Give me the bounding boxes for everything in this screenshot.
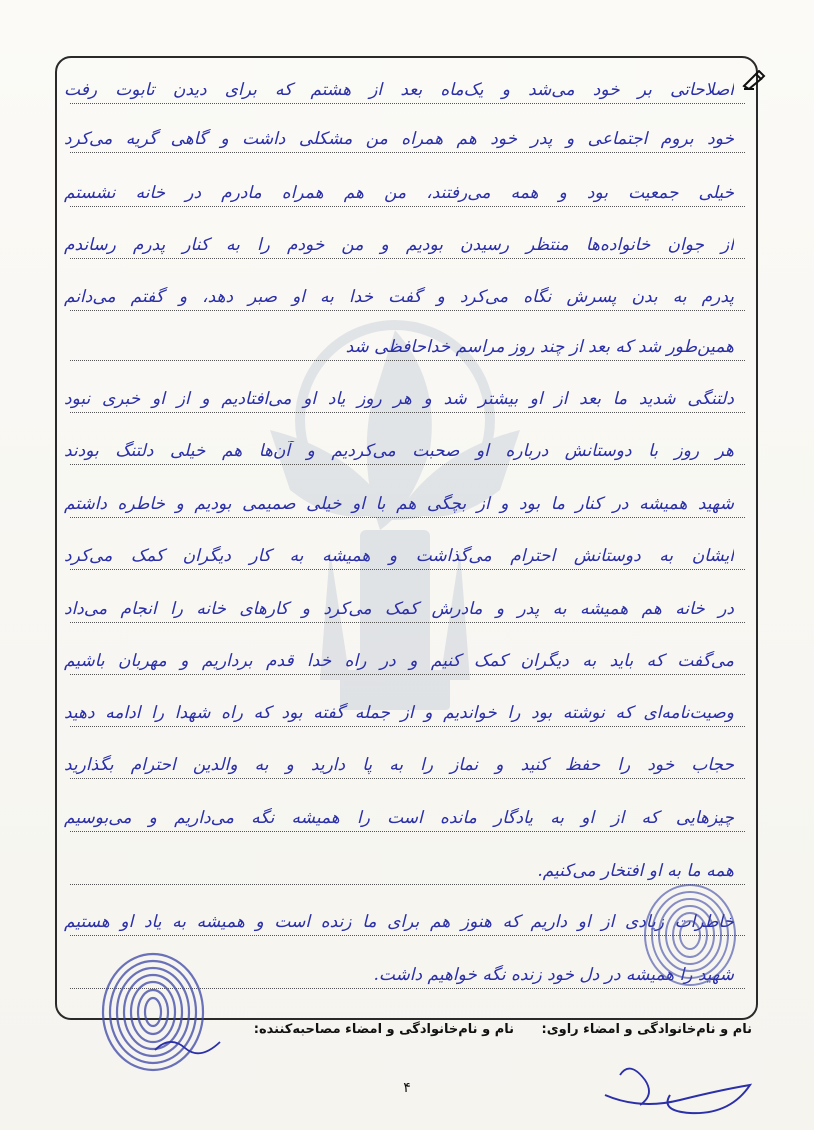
ruled-line	[70, 152, 745, 153]
fingerprint-icon	[640, 880, 740, 990]
handwritten-line: خیلی جمعیت بود و همه می‌رفتند، من هم همراه مادرم در خانه نشستم	[64, 183, 734, 203]
ruled-line	[70, 726, 745, 727]
handwritten-line: می‌گفت که باید به دیگران کمک کنیم و در راه خدا قدم برداریم و مهربان باشیم	[64, 651, 734, 671]
handwritten-line: هر روز با دوستانش درباره او صحبت می‌کردیم و آن‌ها هم خیلی دلتنگ بودند	[64, 441, 734, 461]
handwritten-line: همین‌طور شد که بعد از چند روز مراسم خداحافظی شد	[345, 337, 734, 357]
ruled-line	[70, 360, 745, 361]
handwritten-line: شهید را همیشه در دل خود زنده نگه خواهیم داشت.	[373, 965, 734, 985]
ruled-line	[70, 778, 745, 779]
ruled-line	[70, 622, 745, 623]
handwritten-line: همه ما به او افتخار می‌کنیم.	[537, 861, 734, 881]
handwritten-line: خود بروم اجتماعی و پدر خود هم همراه من مشکلی داشت و گاهی گریه می‌کرد	[64, 129, 734, 149]
ruled-line	[70, 464, 745, 465]
handwritten-line: چیزهایی که از او به یادگار مانده است را همیشه نگه می‌داریم و می‌بوسیم	[64, 808, 734, 828]
narrator-signature-label: نام و نام‌خانوادگی و امضاء راوی:	[541, 1022, 752, 1037]
handwritten-line: خاطرات زیادی از او داریم که هنوز هم برای ما زنده است و همیشه به یاد او هستیم	[64, 912, 734, 932]
ruled-line	[70, 569, 745, 570]
ruled-line	[70, 831, 745, 832]
interviewer-signature-label: نام و نام‌خانوادگی و امضاء مصاحبه‌کننده:	[253, 1022, 514, 1037]
ruled-line	[70, 310, 745, 311]
handwritten-line: وصیت‌نامه‌ای که نوشته بود را خواندیم و از جمله گفته بود که راه شهدا را ادامه دهید	[64, 703, 734, 723]
handwritten-line: از جوان خانواده‌ها منتظر رسیدن بودیم و من خودم را به کنار پدرم رساندم	[64, 235, 734, 255]
ruled-line	[70, 412, 745, 413]
page-number: ۴	[403, 1080, 411, 1096]
ruled-line	[70, 103, 745, 104]
handwritten-line: پدرم به بدن پسرش نگاه می‌کرد و گفت خدا به او صبر دهد، و گفتم می‌دانم	[64, 287, 734, 307]
ruled-line	[70, 517, 745, 518]
signature-scribble	[150, 1030, 230, 1060]
ruled-line	[70, 674, 745, 675]
handwritten-line: ایشان به دوستانش احترام می‌گذاشت و همیشه به کار دیگران کمک می‌کرد	[64, 546, 734, 566]
ruled-line	[70, 206, 745, 207]
handwritten-line: در خانه هم همیشه به پدر و مادرش کمک می‌کرد و کارهای خانه را انجام می‌داد	[64, 599, 734, 619]
handwritten-line: اصلاحاتی بر خود می‌شد و یک‌ماه بعد از هشتم که برای دیدن تابوت رفت	[64, 80, 734, 100]
handwritten-line: شهید همیشه در کنار ما بود و از بچگی هم با او خیلی صمیمی بودیم و خاطره داشتم	[64, 494, 734, 514]
ruled-line	[70, 258, 745, 259]
handwritten-line: حجاب خود را حفظ کنید و نماز را به پا دارید و به والدین احترام بگذارید	[64, 755, 734, 775]
pen-icon	[742, 70, 766, 90]
handwritten-line: دلتنگی شدید ما بعد از او بیشتر شد و هر روز یاد او می‌افتادیم و از او خبری نبود	[64, 389, 734, 409]
